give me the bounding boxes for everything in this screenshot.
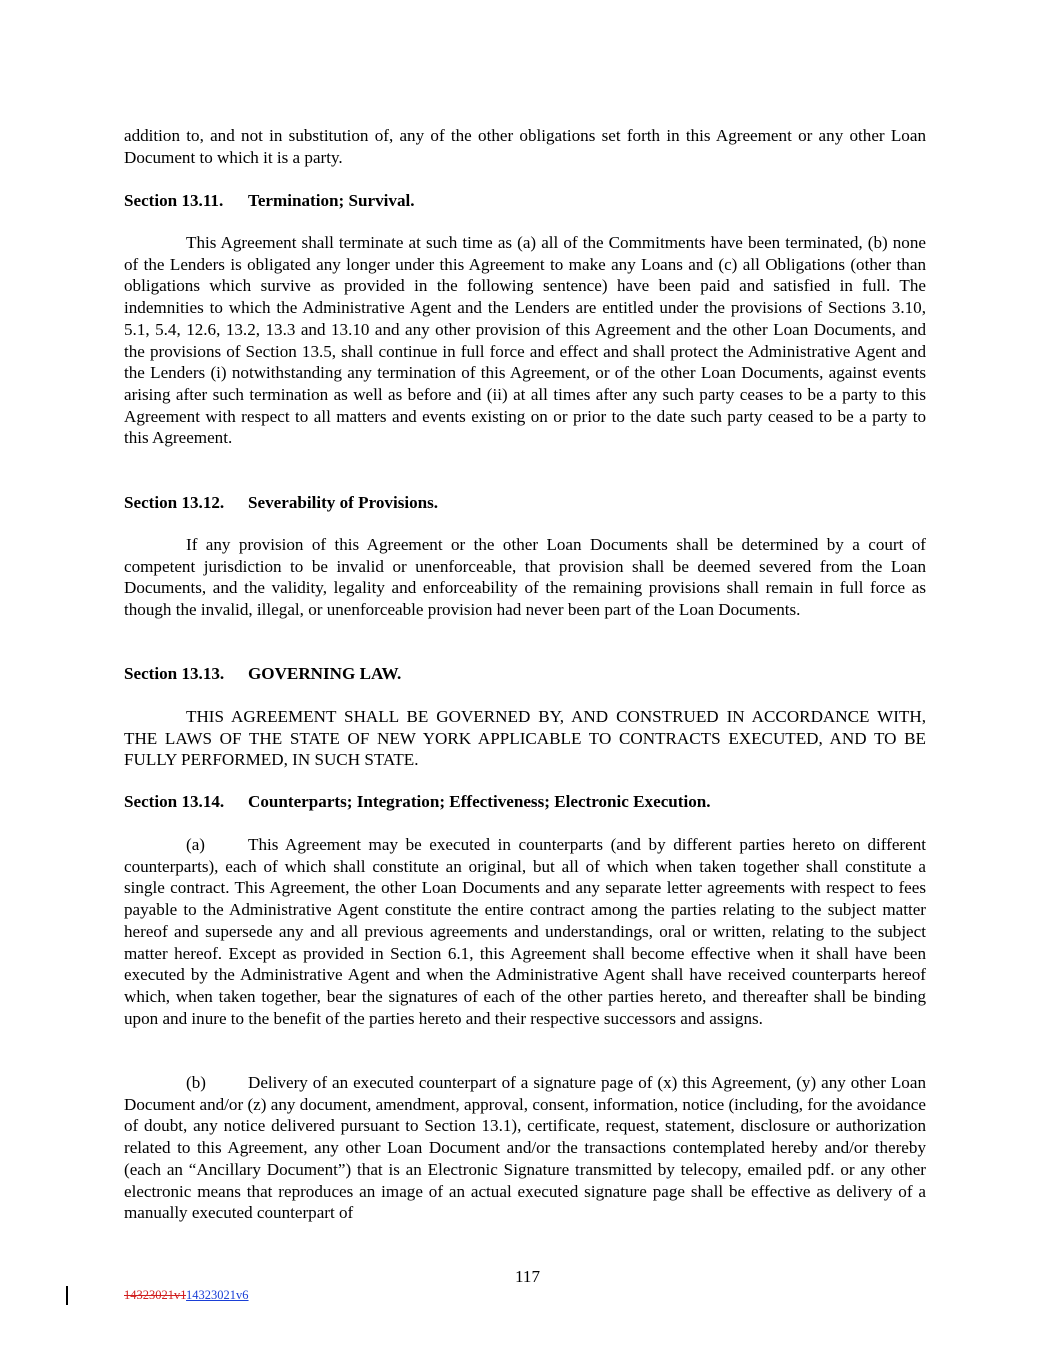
revision-change-bar — [66, 1286, 68, 1305]
section-number: Section 13.12. — [124, 493, 225, 512]
subsection-text: This Agreement may be executed in counterparts (and by different parties hereto on different counterparts), each of which shall constitute an original, but all of which when taken together shall constitute a single contract. This Agreement, the other Loan Documents and any separate letter agreements with respect to fees payable to the Administrative Agent constitute the entire contract among the parties relating to the subject matter hereof and supersede any and all previous agreements and understandings, oral or written, relating to the subject matter hereof. Except as provided in Section 6.1, this Agreement shall become effective when it shall have been executed by the Administrative Agent and when the Administrative Agent shall have received counterparts hereof which, when taken together, bear the signatures of each of the other parties hereto, and thereafter shall be binding upon and inure to the benefit of the parties hereto and their respective successors and assigns. — [124, 835, 926, 1028]
section-13-13-body: THIS AGREEMENT SHALL BE GOVERNED BY, AND CONSTRUED IN ACCORDANCE WITH, THE LAWS OF THE STATE OF NEW YORK APPLICABLE TO CONTRACTS EXECUTED, AND TO BE FULLY PERFORMED, IN SUCH STATE. — [124, 707, 926, 770]
section-13-12-heading — [124, 492, 438, 514]
document-id-inserted: 14323021v6 — [186, 1288, 249, 1302]
section-title: GOVERNING LAW. — [248, 664, 402, 683]
section-title: Counterparts; Integration; Effectiveness; Electronic Execution. — [248, 792, 711, 811]
subsection-label: (a) — [186, 835, 205, 854]
section-title: Severability of Provisions. — [248, 493, 439, 512]
subsection-text: Delivery of an executed counterpart of a signature page of (x) this Agreement, (y) any other Loan Document and/or (z) any document, amendment, approval, consent, information, notice (including, for the avoidance of doubt, any notice delivered pursuant to Section 13.1), certificate, request, statement, disclosure or authorization related to this Agreement, any other Loan Document and/or the transactions contemplated hereby and/or thereby (each an “Ancillary Document”) that is an Electronic Signature transmitted by telecopy, emailed pdf. or any other electronic means that reproduces an image of an actual executed signature page shall be effective as delivery of a manually executed counterpart of — [124, 1073, 926, 1223]
document-id — [124, 1288, 249, 1303]
document-id-deleted: 14323021v1 — [124, 1288, 187, 1302]
section-number: Section 13.14. — [124, 792, 225, 811]
page-number: 117 — [514, 1267, 540, 1286]
section-13-13-heading — [124, 663, 401, 685]
section-number: Section 13.13. — [124, 664, 225, 683]
section-13-11-heading — [124, 190, 415, 212]
section-13-11-body: This Agreement shall terminate at such time as (a) all of the Commitments have been terminated, (b) none of the Lenders is obligated any longer under this Agreement to make any Loans and (c) all Obligations (other than obligations which survive as provided in the following sentence) have been paid and satisfied in full. The indemnities to which the Administrative Agent and the Lenders are entitled under the provisions of Sections 3.10, 5.1, 5.4, 12.6, 13.2, 13.3 and 13.10 and any other provision of this Agreement and the other Loan Documents, and the provisions of Section 13.5, shall continue in full force and effect and shall protect the Administrative Agent and the Lenders (i) notwithstanding any termination of this Agreement, or of the other Loan Documents, against events arising after such termination as well as before and (ii) at all times after any such party ceases to be a party to this Agreement with respect to all matters and events existing on or prior to the date such party ceased to be a party to this Agreement. — [124, 233, 926, 448]
section-number: Section 13.11. — [124, 191, 224, 210]
continuation-paragraph: addition to, and not in substitution of, any of the other obligations set forth in this Agreement or any other Loan Document to which it is a party. — [124, 126, 926, 167]
section-13-14-a-paragraph — [124, 834, 926, 1029]
section-13-12-body: If any provision of this Agreement or the other Loan Documents shall be determined by a court of competent jurisdiction to be invalid or unenforceable, that provision shall be deemed severed from the Loan Documents, and the validity, legality and enforceability of the remaining provisions shall remain in full force as though the invalid, illegal, or unenforceable provision had never been part of the Loan Documents. — [124, 535, 926, 620]
section-13-14-heading — [124, 791, 711, 813]
section-13-14-b-paragraph — [124, 1072, 926, 1224]
subsection-label: (b) — [186, 1073, 206, 1092]
section-title: Termination; Survival. — [248, 191, 415, 210]
